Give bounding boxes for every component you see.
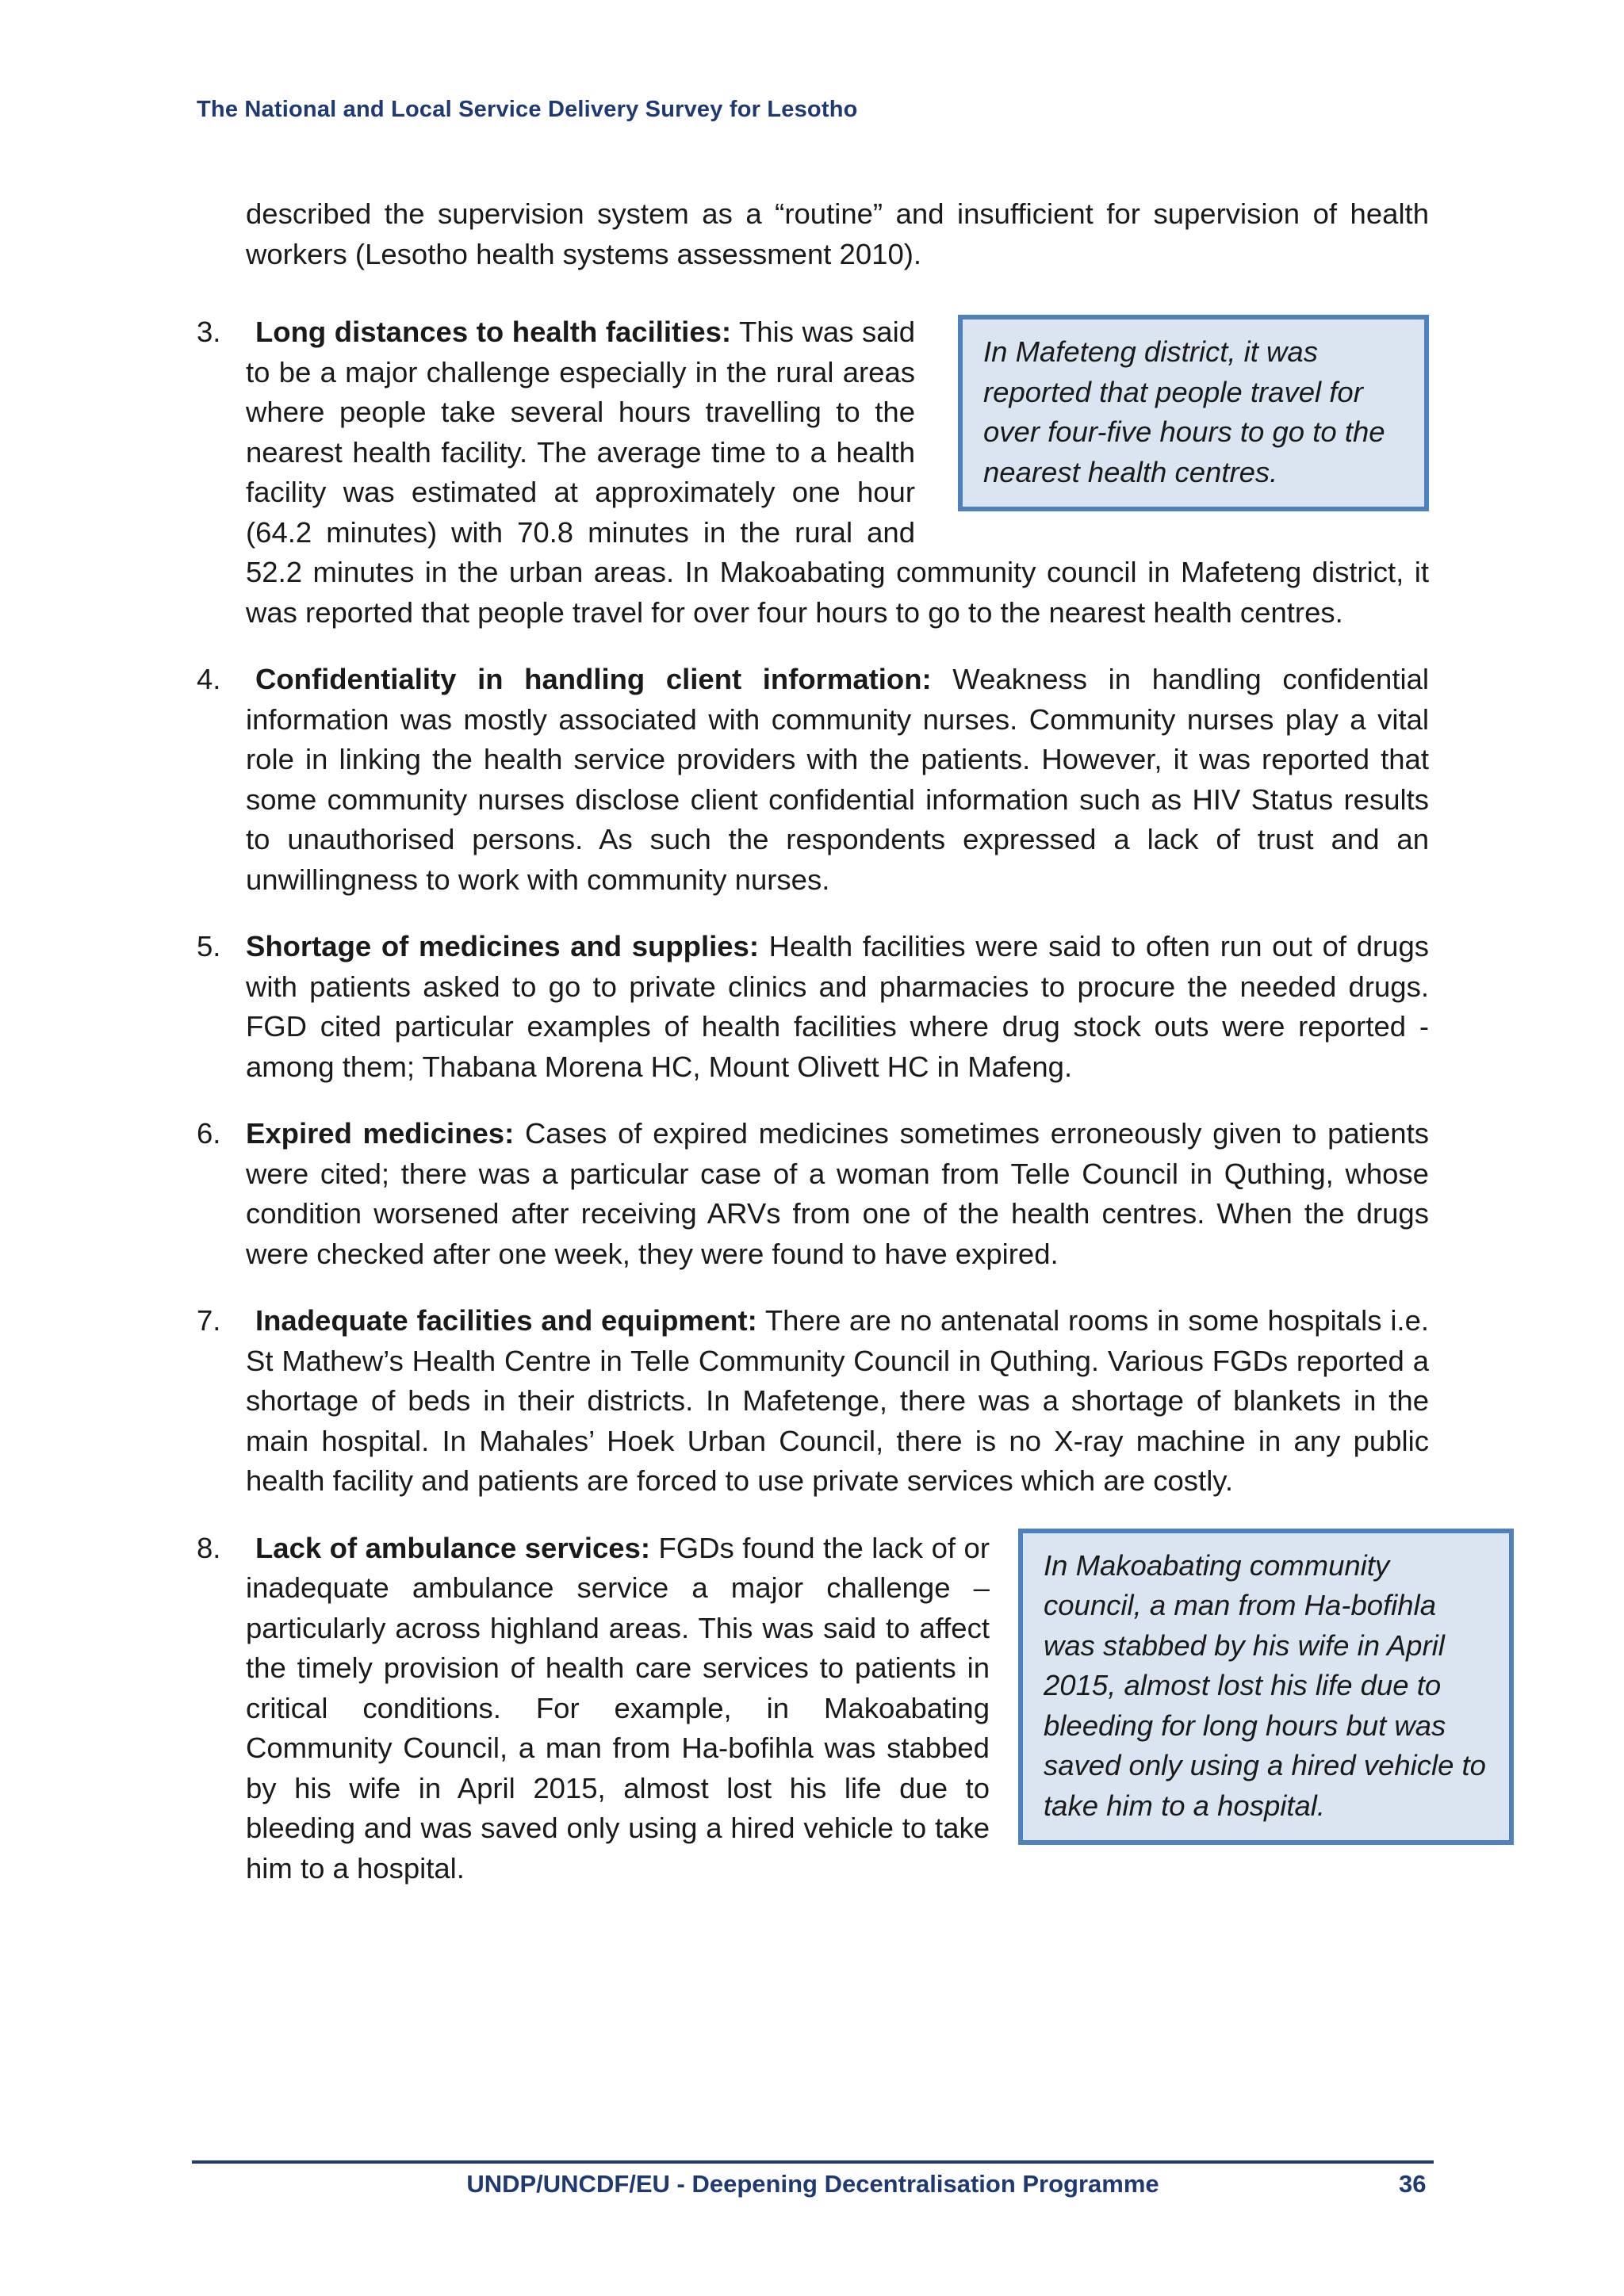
- item-number: 8.: [197, 1531, 221, 1564]
- item-number: 6.: [197, 1117, 221, 1150]
- item-number: 3.: [197, 316, 221, 348]
- item-title: Shortage of medicines and supplies:: [246, 930, 759, 962]
- list-item-7: [197, 1301, 1429, 1502]
- list-item-8: [197, 1529, 1486, 1889]
- item-text: Health facilities were said to often run out of drugs with patients asked to go to private clinics and pharmacies to procure the needed drugs. FGD cited particular examples of health facilities where drug stock outs were reported - among them; Thabana Morena HC, Mount Olivett HC in Mafeng.: [246, 930, 1429, 1083]
- item-text: There are no antenatal rooms in some hospitals i.e. St Mathew’s Health Centre in Telle Community Council in Quthing. Various FGDs reported a shortage of beds in their districts. In Mafetenge, there was a shortage of blankets in the main hospital. In Mahales’ Hoek Urban Council, there is no X-ray machine in any public health facility and patients are forced to use private services which are costly.: [246, 1304, 1430, 1497]
- item-title: Expired medicines:: [246, 1117, 515, 1150]
- item-number: 4.: [197, 663, 221, 695]
- item-text: Weakness in handling confidential information was mostly associated with community nurses. Community nurses play a vital role in linking the health service providers with the patients. However, it was reported that some community nurses disclose client confidential information such as HIV Status results to unauthorised persons. As such the respondents expressed a lack of trust and an unwillingness to work with community nurses.: [246, 663, 1429, 896]
- item-number: 5.: [197, 930, 221, 962]
- list-item-4: [197, 660, 1429, 900]
- list-item-3: [197, 312, 1429, 633]
- intro-paragraph: described the supervision system as a “routine” and insufficient for supervision of health workers (Lesotho health systems assessment 2010).: [246, 197, 1429, 270]
- item-title: Confidentiality in handling client information:: [255, 663, 932, 695]
- callout-box-makoabating: In Makoabating community council, a man from Ha-bofihla was stabbed by his wife in April 2015, almost lost his life due to bleeding for long hours but was saved only using a hired vehicle to take him to a hospital.: [1018, 1529, 1514, 1846]
- list-item-6: [197, 1114, 1429, 1274]
- item-text: This was said to be a major challenge especially in the rural areas where people take several hours travelling to the nearest health facility. The average time to a health facility was estimated at approximately one hour (64.2 minutes) with 70.8 minutes in the rural and 52.2 minutes in the urban areas. In Makoabating community council in Mafeteng district, it was reported that people travel for over four hours to go to the nearest health centres.: [246, 316, 1429, 629]
- footer-text: UNDP/UNCDF/EU - Deepening Decentralisation Programme: [466, 2170, 1159, 2198]
- item-title: Inadequate facilities and equipment:: [255, 1304, 757, 1337]
- list-item-5: [197, 927, 1429, 1087]
- callout-box-mafeteng: In Mafeteng district, it was reported that people travel for over four-five hours to go to the nearest health centres.: [958, 315, 1429, 511]
- item-title: Long distances to health facilities:: [255, 316, 732, 348]
- footer-rule: [192, 2160, 1434, 2164]
- page-number: 36: [1399, 2170, 1427, 2198]
- item-text: Cases of expired medicines sometimes erroneously given to patients were cited; there was a particular case of a woman from Telle Council in Quthing, whose condition worsened after receiving ARVs from one of the health centres. When the drugs were checked after one week, they were found to have expired.: [246, 1117, 1429, 1270]
- running-header: The National and Local Service Delivery Survey for Lesotho: [197, 97, 858, 122]
- item-title: Lack of ambulance services:: [255, 1531, 651, 1564]
- body-content: [197, 194, 1486, 1915]
- item-number: 7.: [197, 1304, 221, 1337]
- item-text: FGDs found the lack of or inadequate ambulance service a major challenge – particularly across highland areas. This was said to affect the timely provision of health care services to patients in critical conditions. For example, in Makoabating Community Council, a man from Ha-bofihla was stabbed by his wife in April 2015, almost lost his life due to bleeding and was saved only using a hired vehicle to take him to a hospital.: [246, 1531, 990, 1885]
